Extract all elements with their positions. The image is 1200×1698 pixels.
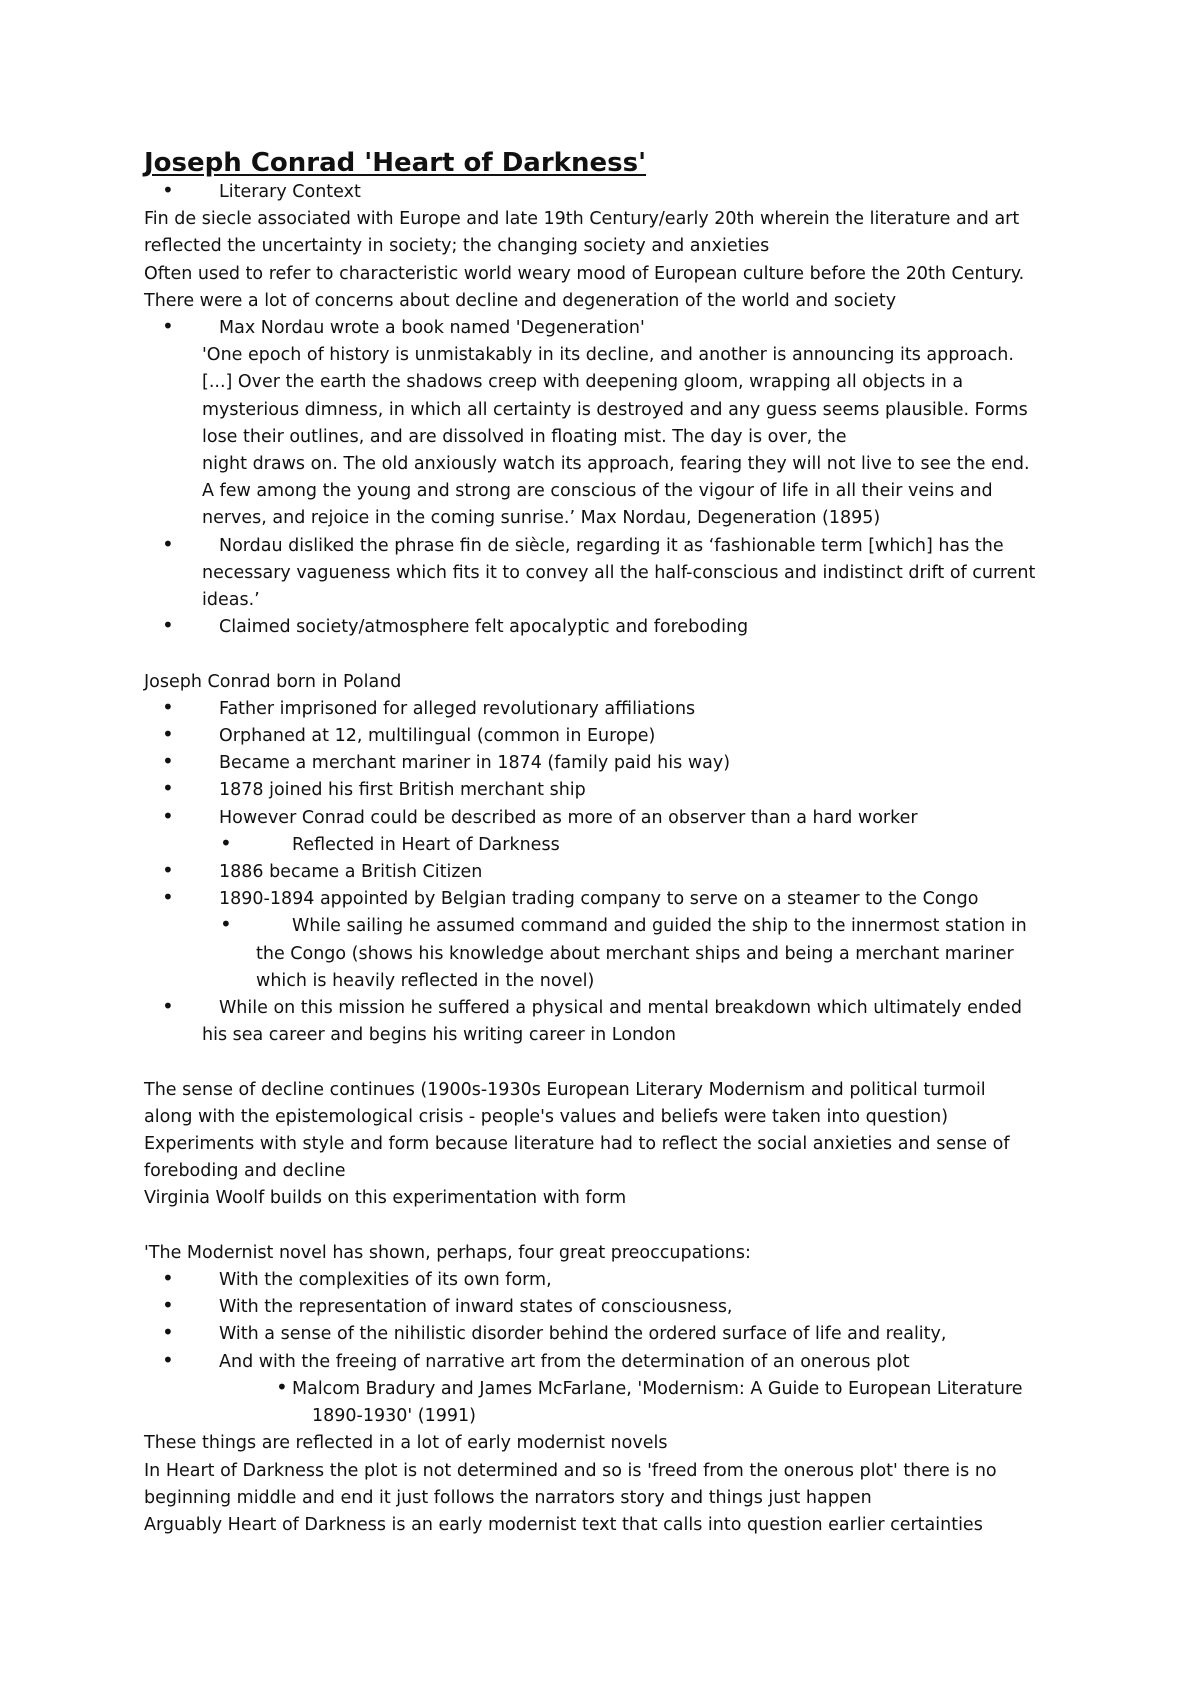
paragraph-line: foreboding and decline — [144, 1161, 346, 1182]
document-body — [144, 148, 1084, 1539]
bullet-continuation: his sea career and begins his writing career in London — [202, 1025, 676, 1046]
quote-line: mysterious dimness, in which all certainty is destroyed and any guess seems plausible. Forms — [202, 399, 1028, 420]
citation-bullet: • Malcom Bradury and James McFarlane, 'Modernism: A Guide to European Literature — [144, 1376, 1084, 1403]
quote-line: lose their outlines, and are dissolved in floating mist. The day is over, the — [202, 426, 847, 447]
quote-line: night draws on. The old anxiously watch its approach, fearing they will not live to see the end. — [202, 454, 1030, 475]
paragraph-line: reflected the uncertainty in society; the changing society and anxieties — [144, 236, 770, 257]
document-title: Joseph Conrad 'Heart of Darkness' — [144, 148, 647, 178]
paragraph-line: These things are reflected in a lot of early modernist novels — [144, 1433, 668, 1454]
bio-bullet: • Became a merchant mariner in 1874 (family paid his way) — [144, 750, 1084, 777]
blank-line — [144, 1213, 1084, 1240]
sub-bullet-continuation: which is heavily reflected in the novel) — [256, 970, 595, 991]
paragraph-line: Often used to refer to characteristic world weary mood of European culture before the 20th Century. — [144, 263, 1025, 284]
bio-bullet: • Orphaned at 12, multilingual (common in Europe) — [144, 723, 1084, 750]
bullet-apocalyptic: • Claimed society/atmosphere felt apocalyptic and foreboding — [144, 614, 1084, 641]
sub-bullet-continuation: the Congo (shows his knowledge about merchant ships and being a merchant mariner — [256, 943, 1014, 964]
section-heading: Joseph Conrad born in Poland — [144, 671, 402, 692]
preoccupation-bullet: • With the complexities of its own form, — [144, 1267, 1084, 1294]
bio-bullet: • 1878 joined his first British merchant ship — [144, 777, 1084, 804]
citation-continuation: 1890-1930' (1991) — [312, 1406, 476, 1427]
quote-line: 'One epoch of history is unmistakably in its decline, and another is announcing its approach. — [202, 345, 1014, 366]
quote-line: A few among the young and strong are conscious of the vigour of life in all their veins and — [202, 481, 993, 502]
sub-bullet: • Reflected in Heart of Darkness — [144, 832, 1084, 859]
bullet-nordau-disliked: • Nordau disliked the phrase fin de siècle, regarding it as ‘fashionable term [which] has the — [144, 533, 1084, 560]
sub-bullet: • While sailing he assumed command and guided the ship to the innermost station in — [144, 913, 1084, 940]
preoccupation-bullet: • With a sense of the nihilistic disorder behind the ordered surface of life and reality, — [144, 1321, 1084, 1348]
bullet-continuation: ideas.’ — [202, 590, 260, 611]
bio-bullet: • 1890-1894 appointed by Belgian trading company to serve on a steamer to the Congo — [144, 886, 1084, 913]
paragraph-line: Fin de siecle associated with Europe and late 19th Century/early 20th wherein the literature and art — [144, 209, 1020, 230]
paragraph-line: In Heart of Darkness the plot is not determined and so is 'freed from the onerous plot' there is no — [144, 1460, 997, 1481]
paragraph-line: 'The Modernist novel has shown, perhaps, four great preoccupations: — [144, 1242, 751, 1263]
bio-bullet: • While on this mission he suffered a physical and mental breakdown which ultimately ended — [144, 995, 1084, 1022]
blank-line — [144, 641, 1084, 668]
bullet-nordau: • Max Nordau wrote a book named 'Degeneration' — [144, 315, 1084, 342]
paragraph-line: along with the epistemological crisis - people's values and beliefs were taken into question) — [144, 1106, 949, 1127]
bio-bullet: • However Conrad could be described as more of an observer than a hard worker — [144, 805, 1084, 832]
quote-line: [...] Over the earth the shadows creep with deepening gloom, wrapping all objects in a — [202, 372, 964, 393]
paragraph-line: Arguably Heart of Darkness is an early modernist text that calls into question earlier certainties — [144, 1514, 983, 1535]
paragraph-line: Virginia Woolf builds on this experimentation with form — [144, 1188, 627, 1209]
blank-line — [144, 1049, 1084, 1076]
paragraph-line: There were a lot of concerns about decline and degeneration of the world and society — [144, 290, 897, 311]
preoccupation-bullet: • With the representation of inward states of consciousness, — [144, 1294, 1084, 1321]
bio-bullet: • Father imprisoned for alleged revolutionary affiliations — [144, 696, 1084, 723]
bullet-continuation: necessary vagueness which fits it to convey all the half-conscious and indistinct drift of current — [202, 562, 1036, 583]
paragraph-line: The sense of decline continues (1900s-1930s European Literary Modernism and political turmoil — [144, 1079, 986, 1100]
bullet-literary-context: • Literary Context — [144, 179, 1084, 206]
bio-bullet: • 1886 became a British Citizen — [144, 859, 1084, 886]
quote-line: nerves, and rejoice in the coming sunrise.’ Max Nordau, Degeneration (1895) — [202, 508, 881, 529]
preoccupation-bullet: • And with the freeing of narrative art from the determination of an onerous plot — [144, 1349, 1084, 1376]
paragraph-line: Experiments with style and form because literature had to reflect the social anxieties and sense of — [144, 1134, 1010, 1155]
paragraph-line: beginning middle and end it just follows the narrators story and things just happen — [144, 1487, 872, 1508]
